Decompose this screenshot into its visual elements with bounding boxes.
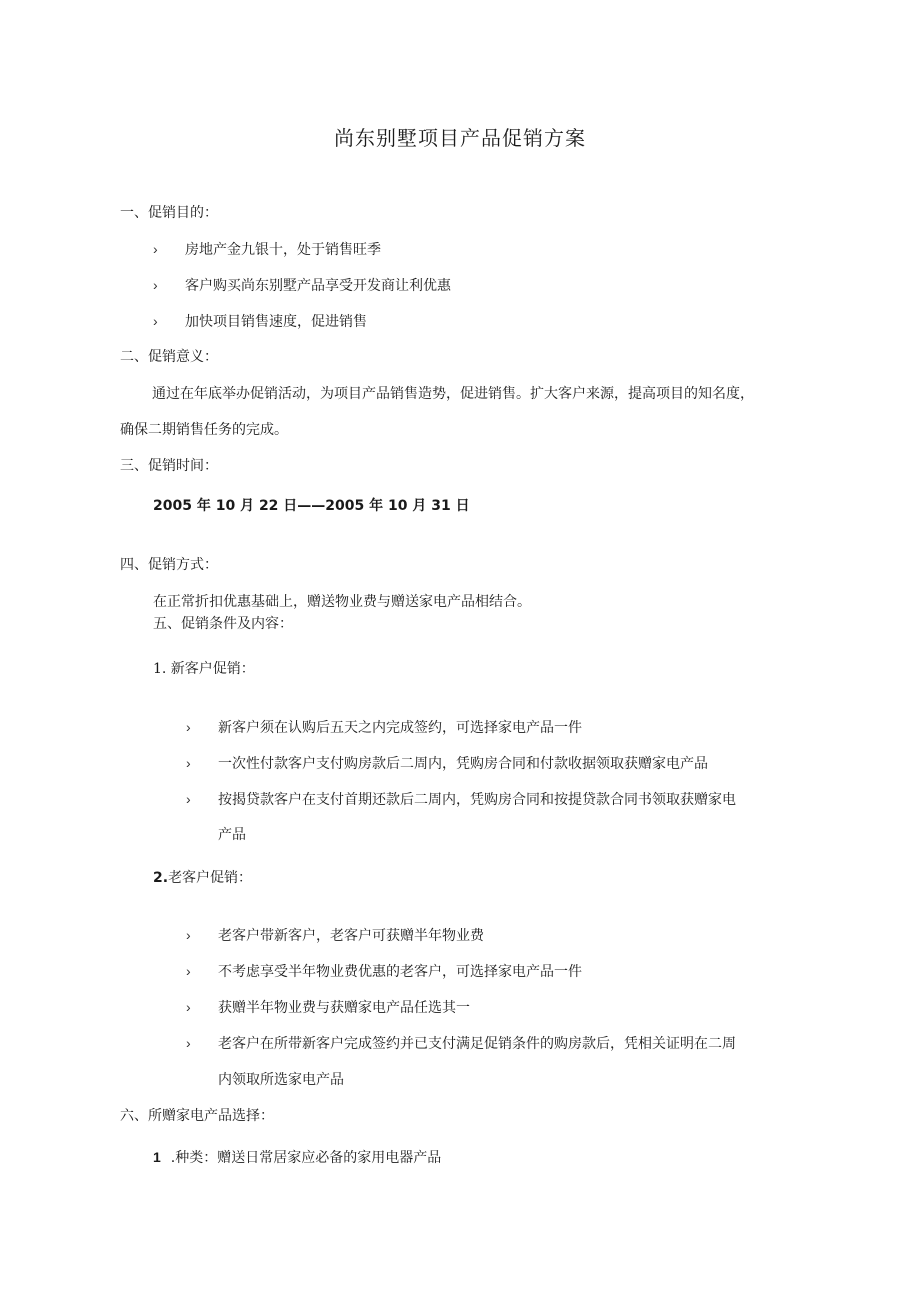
section-5-heading: 五、促销条件及内容： xyxy=(153,616,293,632)
list-item-continuation: 产品 xyxy=(218,827,246,843)
section-4-heading: 四、促销方式： xyxy=(120,557,218,573)
document-title: 尚东别墅项目产品促销方案 xyxy=(334,126,586,150)
list-item: › 不考虑享受半年物业费优惠的老客户，可选择家电产品一件 xyxy=(186,963,582,980)
paragraph-line: 通过在年底举办促销活动，为项目产品销售造势，促进销售。扩大客户来源，提高项目的知名度， xyxy=(152,386,754,402)
chevron-right-icon: › xyxy=(186,719,191,735)
list-item: › 按揭贷款客户在支付首期还款后二周内，凭购房合同和按提贷款合同书领取获赠家电 xyxy=(186,791,736,808)
list-item: › 新客户须在认购后五天之内完成签约，可选择家电产品一件 xyxy=(186,719,582,736)
paragraph: 在正常折扣优惠基础上，赠送物业费与赠送家电产品相结合。 xyxy=(153,594,531,610)
list-item: › 客户购买尚东别墅产品享受开发商让利优惠 xyxy=(153,277,451,294)
section-1-heading: 一、促销目的： xyxy=(120,205,218,221)
list-item: › 房地产金九银十，处于销售旺季 xyxy=(153,241,381,258)
chevron-right-icon: › xyxy=(186,755,191,771)
list-item: › 加快项目销售速度，促进销售 xyxy=(153,313,367,330)
chevron-right-icon: › xyxy=(153,241,158,257)
list-item: › 老客户带新客户，老客户可获赠半年物业费 xyxy=(186,927,484,944)
section-3-heading: 三、促销时间： xyxy=(120,458,218,474)
section-6-heading: 六、所赠家电产品选择： xyxy=(120,1108,274,1124)
section-2-heading: 二、促销意义： xyxy=(120,349,218,365)
list-item: › 一次性付款客户支付购房款后二周内，凭购房合同和付款收据领取获赠家电产品 xyxy=(186,755,708,772)
chevron-right-icon: › xyxy=(153,277,158,293)
date-range: 2005 年 10 月 22 日——2005 年 10 月 31 日 xyxy=(153,498,470,514)
list-item: 1 .种类：赠送日常居家应必备的家用电器产品 xyxy=(153,1149,442,1166)
subsection-heading: 2.老客户促销： xyxy=(153,870,253,886)
chevron-right-icon: › xyxy=(186,927,191,943)
subsection-heading: 1. 新客户促销： xyxy=(153,661,255,677)
chevron-right-icon: › xyxy=(186,1035,191,1051)
chevron-right-icon: › xyxy=(186,963,191,979)
list-item: › 老客户在所带新客户完成签约并已支付满足促销条件的购房款后，凭相关证明在二周 xyxy=(186,1035,736,1052)
list-item: › 获赠半年物业费与获赠家电产品任选其一 xyxy=(186,999,470,1016)
list-item-continuation: 内领取所选家电产品 xyxy=(218,1072,344,1088)
paragraph-line: 确保二期销售任务的完成。 xyxy=(120,422,288,438)
chevron-right-icon: › xyxy=(153,313,158,329)
chevron-right-icon: › xyxy=(186,999,191,1015)
chevron-right-icon: › xyxy=(186,791,191,807)
